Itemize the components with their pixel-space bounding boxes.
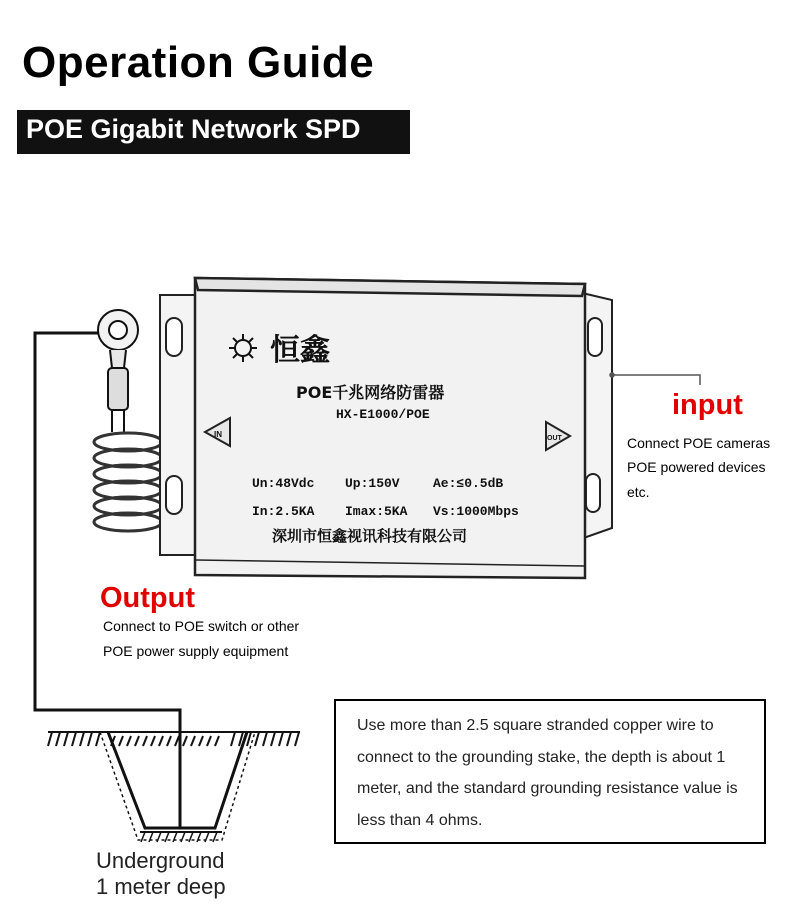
- spec-up: Up:150V: [345, 476, 400, 491]
- ground-cable-coil: [94, 433, 162, 531]
- spec-imax: Imax:5KA: [345, 504, 408, 519]
- underground-line-1: Underground: [96, 848, 225, 873]
- spec-un: Un:48Vdc: [252, 476, 315, 491]
- spec-in: In:2.5KA: [252, 504, 315, 519]
- device-company: 深圳市恒鑫视讯科技有限公司: [272, 527, 468, 545]
- ground-terminal: [98, 310, 138, 432]
- port-in-label: IN: [214, 430, 222, 439]
- underground-label: [96, 848, 226, 900]
- grounding-note: Use more than 2.5 square stranded copper wire to connect to the grounding stake, the depth is about 1 meter, and the standard grounding resistance value is less than 4 ohms.: [357, 717, 738, 829]
- input-label: input: [672, 389, 743, 421]
- ground-trench: [48, 732, 300, 842]
- input-line-1: Connect POE cameras: [627, 435, 771, 451]
- input-line-2: POE powered devices: [627, 459, 766, 475]
- output-label: Output: [100, 582, 196, 614]
- output-line-2: POE power supply equipment: [103, 643, 289, 659]
- input-line-3: etc.: [627, 484, 650, 500]
- device-name: POE千兆网络防雷器: [296, 383, 445, 402]
- output-line-1: Connect to POE switch or other: [103, 618, 300, 634]
- device-brand: 恒鑫: [270, 334, 330, 367]
- spec-vs: Vs:1000Mbps: [433, 504, 519, 519]
- input-pointer: [610, 373, 700, 385]
- port-out-label: OUT: [547, 435, 562, 442]
- page-title: Operation Guide: [22, 38, 375, 87]
- underground-line-2: 1 meter deep: [96, 874, 226, 899]
- device-model: HX-E1000/POE: [336, 407, 430, 422]
- spec-ae: Ae:≤0.5dB: [433, 476, 504, 491]
- subtitle: POE Gigabit Network SPD: [26, 114, 361, 144]
